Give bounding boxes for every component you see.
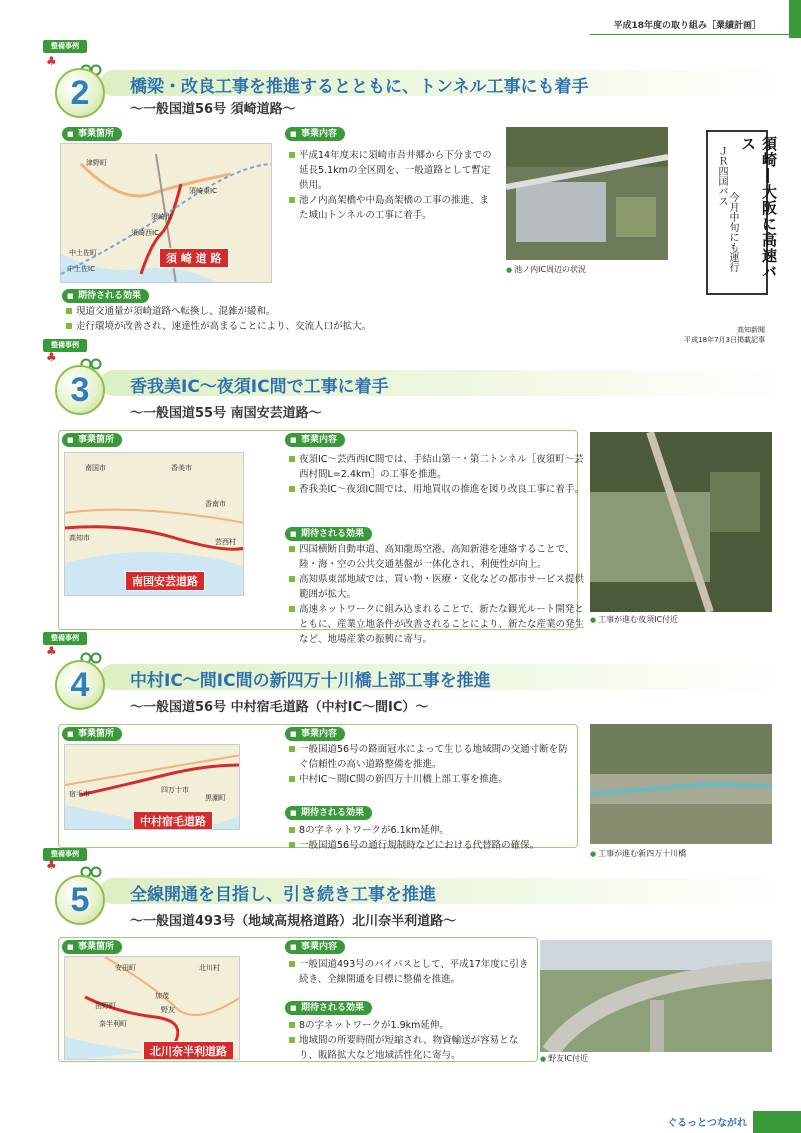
route-label: 南国安芸道路 (125, 571, 205, 591)
photo-caption: ● 野友IC付近 (540, 1053, 588, 1064)
label-content: ■ 事業内容 (285, 433, 345, 447)
label-content: ■ 事業内容 (285, 127, 345, 141)
location-map (60, 143, 272, 283)
content-list (287, 148, 497, 223)
content-list (287, 452, 585, 497)
location-map (64, 452, 244, 596)
news-headline: 須崎―大阪に高速バス (739, 136, 778, 280)
list-item: 8の字ネットワークが6.1km延伸。 (287, 823, 577, 838)
list-item: 夜須IC～芸西西IC間では、手結山第一・第二トンネル［夜須町～芸西村間L=2.4km］の工事を推進。 (287, 452, 585, 482)
map-place: 四万十市 (161, 786, 189, 794)
label-effects: ■ 期待される効果 (62, 289, 149, 303)
effects-list (64, 304, 584, 334)
news-source: 高知新聞 (737, 326, 765, 334)
label-content: ■ 事業内容 (285, 727, 345, 741)
map-place: 芸西村 (215, 538, 236, 546)
photo-caption: ● 工事が進む新四万十川橋 (590, 848, 686, 859)
news-sub1: ＪＲ四国バス (716, 146, 727, 206)
effects-list (287, 1018, 537, 1063)
list-item: 走行環境が改善され、速達性が高まることにより、交流人口が拡大。 (64, 319, 584, 334)
site-photo (590, 432, 772, 612)
effects-list (287, 542, 585, 647)
case-tag: 整備事例 (43, 40, 87, 53)
label-effects: ■ 期待される効果 (285, 1001, 372, 1015)
map-place: 須崎西IC (131, 229, 159, 237)
label-effects: ■ 期待される効果 (285, 806, 372, 820)
footer-accent-bar (753, 1111, 801, 1133)
case-tag: 整備事例 (43, 848, 87, 861)
map-place: 須崎東IC (189, 187, 217, 195)
case-subtitle: ～一般国道56号 中村宿毛道路（中村IC～間IC）～ (130, 700, 429, 715)
map-place: 香南市 (205, 500, 226, 508)
label-location: ■ 事業箇所 (62, 727, 122, 741)
news-sub2: 今月中旬にも運行 (727, 192, 738, 272)
header-rule (590, 34, 789, 35)
case-title: 中村IC～間IC間の新四万十川橋上部工事を推進 (130, 671, 491, 691)
location-map (64, 956, 240, 1060)
list-item: 中村IC～間IC間の新四万十川橋上部工事を推進。 (287, 772, 577, 787)
case-tag: 整備事例 (43, 339, 87, 352)
news-clipping (706, 130, 778, 295)
location-map (64, 744, 240, 830)
list-item: 池ノ内高架橋や中島高架橋の工事の推進、また城山トンネルの工事に着手。 (287, 193, 497, 223)
case-title: 橋梁・改良工事を推進するとともに、トンネル工事にも着手 (130, 77, 589, 97)
list-item: 四国横断自動車道、高知龍馬空港、高知新港を連絡することで、陸・海・空の公共交通基盤が一体化され、利便性が向上。 (287, 542, 585, 572)
route-label: 北川奈半利道路 (143, 1041, 234, 1060)
list-item: 現道交通量が須崎道路へ転換し、混雑が緩和。 (64, 304, 584, 319)
effects-list (287, 823, 577, 853)
content-list (287, 957, 537, 987)
case-tag: 整備事例 (43, 632, 87, 645)
map-place: 安田町 (115, 964, 136, 972)
mascot-icon: ♣ (46, 858, 57, 872)
map-place: 加茂 (155, 992, 169, 1000)
map-place: 津野町 (86, 159, 107, 167)
route-label: 中村宿毛道路 (133, 811, 213, 830)
map-place: 南国市 (85, 464, 106, 472)
map-place: 奈半利町 (99, 1020, 127, 1028)
case-number: 2 (55, 68, 105, 118)
label-location: ■ 事業箇所 (62, 127, 122, 141)
list-item: 8の字ネットワークが1.9km延伸。 (287, 1018, 537, 1033)
map-place: 香美市 (171, 464, 192, 472)
map-place: 宿毛市 (69, 790, 90, 798)
map-place: 中土佐IC (67, 265, 95, 273)
case-number: 4 (55, 660, 105, 710)
route-label: 須 崎 道 路 (159, 248, 229, 268)
list-item: 高速ネットワークに組み込まれることで、新たな観光ルート開発とともに、産業立地条件が改善されることにより、新たな産業の発生など、地場産業の振興に寄与。 (287, 602, 585, 647)
mascot-icon: ♣ (46, 350, 57, 364)
list-item: 平成14年度末に須崎市吾井郷から下分までの延長5.1kmの全区間を、一般道路として暫定供用。 (287, 148, 497, 193)
page-header: 平成18年度の取り組み［業績計画］ (613, 21, 761, 31)
map-place: 須崎市 (151, 213, 172, 221)
case-number: 5 (55, 875, 105, 925)
label-content: ■ 事業内容 (285, 940, 345, 954)
case-title: 香我美IC～夜須IC間で工事に着手 (130, 377, 389, 397)
map-place: 黒潮町 (205, 794, 226, 802)
mascot-icon: ♣ (46, 644, 57, 658)
list-item: 地域間の所要時間が短縮され、物資輸送が容易となり、販路拡大など地域活性化に寄与。 (287, 1033, 537, 1063)
map-place: 田野町 (95, 1002, 116, 1010)
list-item: 高知県東部地域では、買い物・医療・文化などの都市サービス提供範囲が拡大。 (287, 572, 585, 602)
case-subtitle: ～一般国道56号 須崎道路～ (130, 102, 296, 117)
case-title: 全線開通を目指し、引き続き工事を推進 (130, 885, 436, 905)
photo-caption: ● 工事が進む夜須IC付近 (590, 614, 678, 625)
photo-caption: ● 池ノ内IC周辺の状況 (506, 264, 586, 275)
list-item: 一般国道493号のバイパスとして、平成17年度に引き続き、全線開通を目標に整備を推進。 (287, 957, 537, 987)
list-item: 一般国道56号の路面冠水によって生じる地域間の交通寸断を防ぐ信頼性の高い道路整備を推進。 (287, 742, 577, 772)
case-number: 3 (55, 365, 105, 415)
news-date: 平成18年7月3日掲載記事 (684, 336, 765, 344)
case-subtitle: ～一般国道55号 南国安芸道路～ (130, 406, 322, 421)
label-effects: ■ 期待される効果 (285, 527, 372, 541)
map-place: 高知市 (69, 534, 90, 542)
footer-slogan: ぐるっとつながれ (667, 1118, 747, 1129)
list-item: 香我美IC～夜須IC間では、用地買収の推進を図り改良工事に着手。 (287, 482, 585, 497)
map-place: 中土佐町 (69, 249, 97, 257)
map-place: 北川村 (199, 964, 220, 972)
content-list (287, 742, 577, 787)
map-place: 野友 (161, 1006, 175, 1014)
case-subtitle: ～一般国道493号（地域高規格道路）北川奈半利道路～ (130, 914, 457, 929)
label-location: ■ 事業箇所 (62, 940, 122, 954)
list-item: 一般国道56号の通行規制時などにおける代替路の確保。 (287, 838, 577, 853)
site-photo (540, 940, 772, 1052)
edge-accent-bar (789, 0, 801, 38)
mascot-icon: ♣ (46, 54, 57, 68)
label-location: ■ 事業箇所 (62, 433, 122, 447)
site-photo (506, 127, 668, 260)
site-photo (590, 724, 772, 844)
